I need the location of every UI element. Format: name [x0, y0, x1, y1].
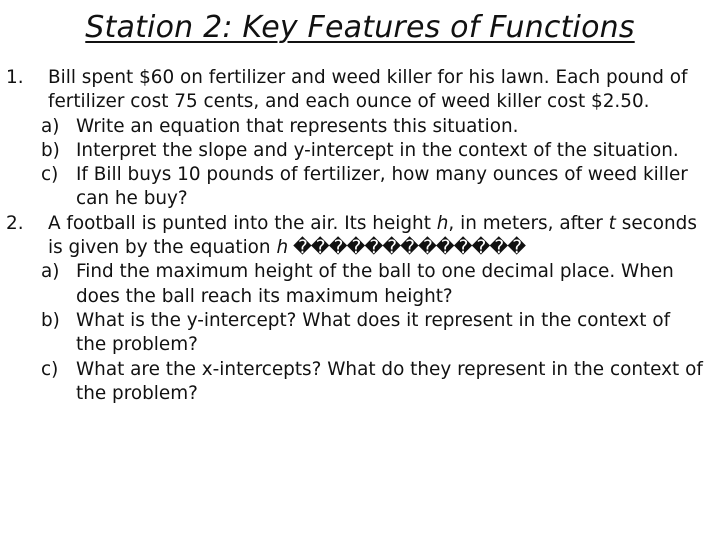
part-text: What is the y-intercept? What does it represent in the context of the problem?: [76, 309, 671, 356]
question-text: Bill spent $60 on fertilizer and weed killer for his lawn. Each pound of fertilizer cost 75 cents, and each ounce of weed killer cost $2.50.: [48, 67, 688, 113]
question-list: [0, 66, 720, 406]
part-letter: a): [41, 261, 60, 283]
part-text: What are the x-intercepts? What do they represent in the context of the problem?: [76, 358, 703, 404]
question-text-part: A football is punted into the air. Its height: [48, 212, 437, 234]
question-1-part-b: [0, 139, 720, 163]
part-letter: a): [41, 115, 60, 137]
question-text-part: seconds is given by the equation: [48, 212, 697, 259]
question-1-part-c: [0, 163, 720, 212]
page-title: [0, 10, 720, 45]
question-2-part-c: [0, 358, 720, 407]
part-letter: b): [41, 309, 60, 331]
page-title-text: Station 2: Key Features of Functions: [85, 10, 635, 45]
question-1: [0, 66, 720, 115]
variable-h: h: [436, 212, 449, 234]
part-letter: c): [41, 164, 59, 186]
variable-t: t: [608, 212, 616, 234]
part-text: Interpret the slope and y-intercept in the context of the situation.: [76, 139, 679, 161]
question-text-part: , in meters, after: [448, 212, 609, 234]
part-letter: c): [41, 358, 59, 380]
part-letter: b): [41, 139, 60, 161]
question-2: [0, 212, 720, 261]
part-text: Find the maximum height of the ball to one decimal place. When does the ball reach its maximum height?: [76, 261, 674, 307]
question-1-part-a: [0, 115, 720, 139]
part-text: If Bill buys 10 pounds of fertilizer, how many ounces of weed killer can he buy?: [76, 164, 688, 210]
question-number: 1.: [6, 67, 24, 88]
question-number: 2.: [6, 212, 24, 234]
equation-garbled: �������������: [288, 237, 526, 259]
part-text: Write an equation that represents this situation.: [76, 115, 519, 137]
question-2-part-b: [0, 309, 720, 358]
variable-h: h: [276, 237, 289, 259]
question-2-part-a: [0, 260, 720, 309]
